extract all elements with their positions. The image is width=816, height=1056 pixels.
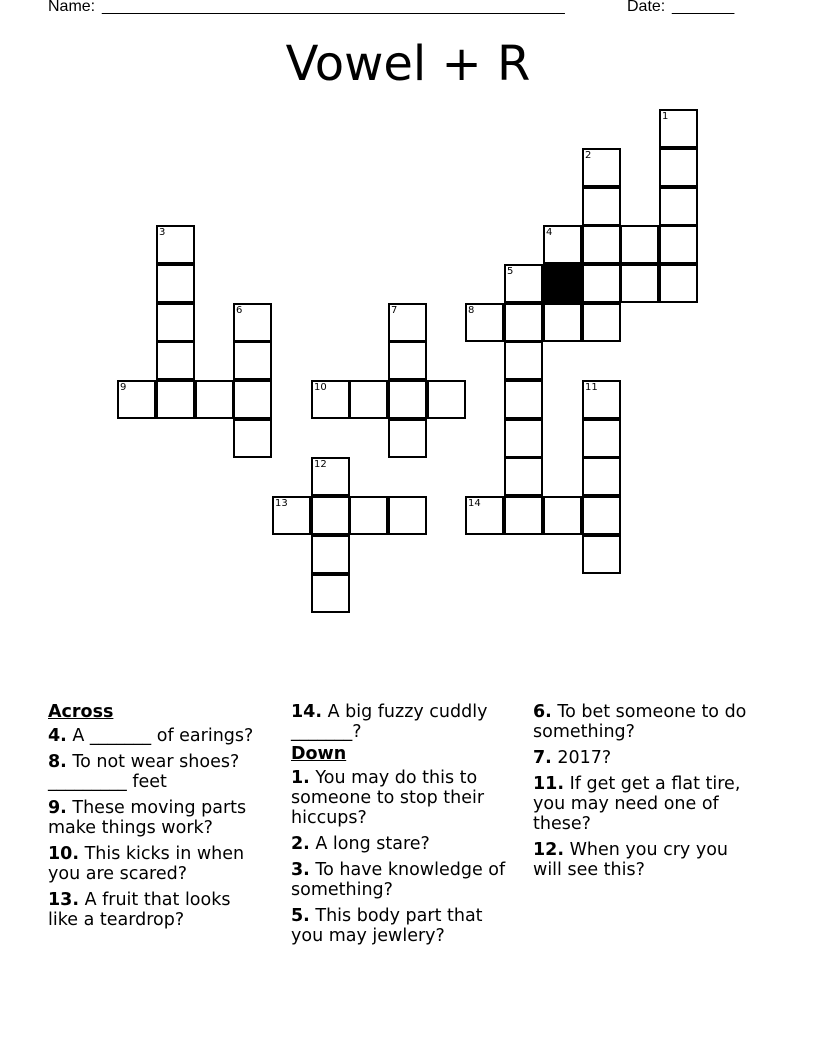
clue-number-8: 8: [468, 305, 475, 316]
clue-across-9: 9. These moving parts make things work?: [48, 798, 247, 838]
clue-down-11: 11. If get get a flat tire, you may need one of these?: [533, 774, 741, 834]
grid-cell[interactable]: [659, 148, 698, 187]
grid-cell[interactable]: [233, 341, 272, 380]
name-line[interactable]: ____________________________________________________: [102, 0, 565, 15]
grid-cell[interactable]: [582, 457, 621, 496]
clue-number-14: 14: [468, 498, 481, 509]
grid-cell[interactable]: [504, 419, 543, 458]
grid-cell[interactable]: [311, 535, 350, 574]
grid-cell[interactable]: [504, 341, 543, 380]
clue-down-3: 3. To have knowledge of something?: [291, 860, 506, 900]
grid-cell[interactable]: [156, 303, 195, 342]
grid-cell[interactable]: [543, 303, 582, 342]
clue-across-4: 4. A _______ of earings?: [48, 726, 254, 746]
grid-cell[interactable]: [233, 419, 272, 458]
grid-cell[interactable]: [543, 496, 582, 535]
grid-cell[interactable]: [620, 225, 659, 264]
clue-across-14: 14. A big fuzzy cuddly _______?: [291, 702, 488, 742]
grid-cell[interactable]: [659, 187, 698, 226]
clue-down-5: 5. This body part that you may jewlery?: [291, 906, 483, 946]
clue-number-10: 10: [314, 382, 327, 393]
grid-cell[interactable]: [388, 496, 427, 535]
page-title: Vowel + R: [285, 36, 531, 92]
clue-number-9: 9: [120, 382, 127, 393]
grid-cell[interactable]: [388, 380, 427, 419]
clue-number-6: 6: [236, 305, 243, 316]
across-heading: Across: [48, 702, 114, 722]
grid-cell[interactable]: [620, 264, 659, 303]
clue-number-4: 4: [546, 227, 553, 238]
clue-number-2: 2: [585, 150, 592, 161]
black-square: [543, 264, 582, 303]
clue-number-3: 3: [159, 227, 166, 238]
grid-cell[interactable]: [388, 419, 427, 458]
grid-cell[interactable]: [582, 303, 621, 342]
grid-cell[interactable]: [233, 380, 272, 419]
grid-cell[interactable]: [156, 380, 195, 419]
down-heading: Down: [291, 744, 347, 764]
clue-number-1: 1: [662, 111, 669, 122]
grid-cell[interactable]: [659, 225, 698, 264]
grid-cell[interactable]: [582, 225, 621, 264]
clue-number-12: 12: [314, 459, 327, 470]
clue-number-13: 13: [275, 498, 288, 509]
grid-cell[interactable]: [659, 264, 698, 303]
header: [48, 0, 748, 20]
clue-down-2: 2. A long stare?: [291, 834, 430, 854]
clue-across-13: 13. A fruit that looks like a teardrop?: [48, 890, 231, 930]
clue-across-10: 10. This kicks in when you are scared?: [48, 844, 245, 884]
grid-cell[interactable]: [582, 535, 621, 574]
grid-cell[interactable]: [504, 457, 543, 496]
grid-cell[interactable]: [582, 264, 621, 303]
clues-column-3: [533, 702, 748, 886]
clues-column-2: [291, 702, 506, 952]
clue-down-1: 1. You may do this to someone to stop their hiccups?: [291, 768, 485, 828]
grid-cell[interactable]: [311, 496, 350, 535]
grid-cell[interactable]: [311, 574, 350, 613]
clue-number-11: 11: [585, 382, 598, 393]
date-label: Date:: [627, 0, 666, 15]
grid-cell[interactable]: [156, 341, 195, 380]
grid-cell[interactable]: [582, 496, 621, 535]
clue-across-8: 8. To not wear shoes? _________ feet: [48, 752, 240, 792]
clue-number-7: 7: [391, 305, 398, 316]
grid-cell[interactable]: [582, 187, 621, 226]
clue-down-12: 12. When you cry you will see this?: [533, 840, 729, 880]
grid-cell[interactable]: [349, 496, 388, 535]
grid-cell[interactable]: [504, 380, 543, 419]
clue-down-7: 7. 2017?: [533, 748, 612, 768]
clue-down-6: 6. To bet someone to do something?: [533, 702, 747, 742]
grid-cell[interactable]: [504, 303, 543, 342]
grid-cell[interactable]: [349, 380, 388, 419]
clues-column-1: [48, 702, 263, 936]
grid-cell[interactable]: [582, 419, 621, 458]
grid-cell[interactable]: [427, 380, 466, 419]
clue-number-5: 5: [507, 266, 514, 277]
name-label: Name:: [48, 0, 96, 15]
grid-cell[interactable]: [504, 496, 543, 535]
grid-cell[interactable]: [195, 380, 234, 419]
date-line[interactable]: _______: [672, 0, 735, 15]
grid-cell[interactable]: [388, 341, 427, 380]
grid-cell[interactable]: [156, 264, 195, 303]
